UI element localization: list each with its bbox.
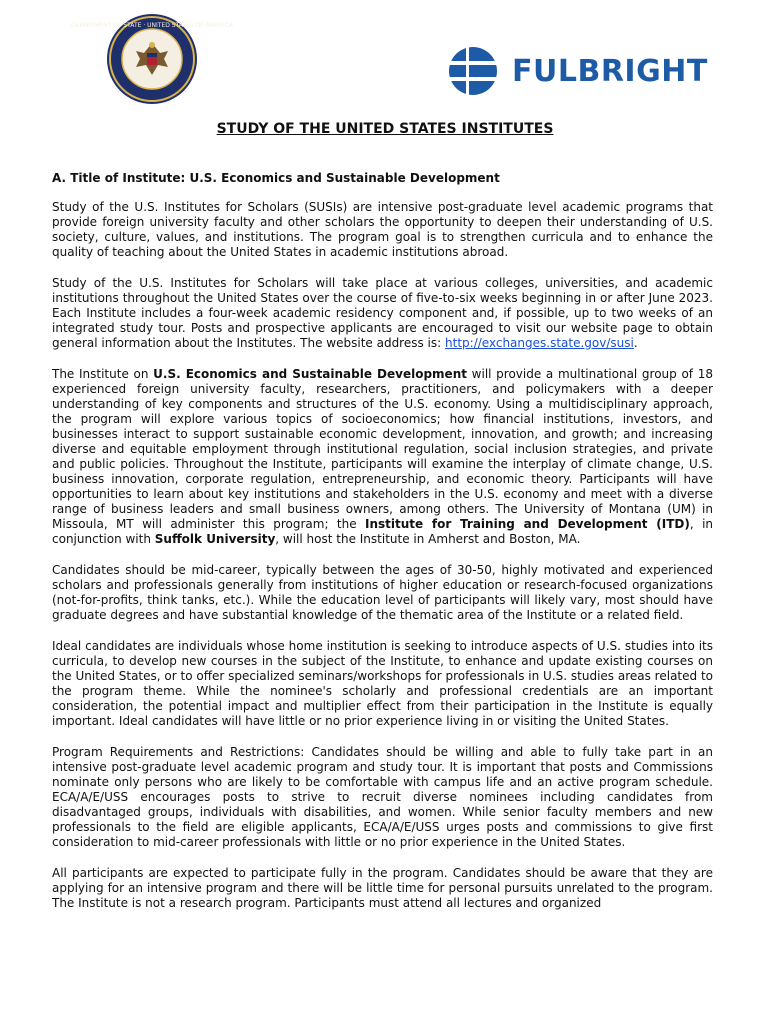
section-heading: A. Title of Institute: U.S. Economics and Sustainable Development [52,171,500,185]
seal-text-top: DEPARTMENT OF STATE · UNITED STATES OF AMERICA [71,22,233,29]
department-of-state-seal-icon [71,13,233,105]
susi-website-link[interactable]: http://exchanges.state.gov/susi [445,336,634,350]
paragraph-7: All participants are expected to participate fully in the program. Candidates should be aware that they are applying for an intensive program and there will be little time for personal pursuits unrelated to the program. The Institute is not a research program. Participants must attend all lectures and organized [52,866,713,910]
paragraph-2-text: Study of the U.S. Institutes for Scholars will take place at various colleges, universities, and academic institutions throughout the United States over the course of five-to-six weeks beginning in or after June 2023. Each Institute includes a four-week academic residency component and, if possible, up to two weeks of an integrated study tour. Posts and prospective applicants are encouraged to visit our website page to obtain general information about the Institutes. The website address is: [52,276,713,350]
page-title: STUDY OF THE UNITED STATES INSTITUTES [216,121,554,137]
fulbright-logo-text: FULBRIGHT [512,53,708,89]
institute-name: U.S. Economics and Sustainable Development [153,367,467,381]
paragraph-2-end: . [633,336,638,350]
paragraph-3-text-c: will provide a multinational group of 18 experienced foreign university faculty, researchers, practitioners, and policymakers with a deeper understanding of key components and structures of the U.S. economy. Using a multidisciplinary approach, the program will explore various topics of socioeconomics; how financial institutions, investors, and businesses interact to support sustainable economic development, innovation, and growth; and increasing diverse and equitable employment through institutional regulation, social inclusion strategies, and private and public policies. Throughout the Institute, participants will examine the interplay of climate change, U.S. business innovation, corporate regulation, entrepreneurship, and economic theory. Participants will have opportunities to learn about key institutions and stakeholders in the U.S. economy and meet with a diverse range of business leaders and small business owners, among others. The University of Montana (UM) in Missoula, MT will administer this program; the [52,367,713,531]
document-body [52,171,713,927]
paragraph-3 [52,367,713,547]
seal-graphic [71,13,233,105]
paragraph-3-text-g: , will host the Institute in Amherst and Boston, MA. [275,532,581,546]
paragraph-6: Program Requirements and Restrictions: Candidates should be willing and able to fully take part in an intensive post-graduate level academic program and study tour. It is important that posts and Commissions nominate only persons who are likely to be comfortable with campus life and an active program schedule. ECA/A/E/USS encourages posts to strive to recruit diverse nominees including candidates from disadvantaged groups, individuals with disabilities, and women. While senior faculty members and new professionals to the field are eligible applicants, ECA/A/E/USS urges posts and commissions to give first consideration to mid-career professionals with little or no prior experience in the United States. [52,745,713,849]
fulbright-globe-icon [448,46,498,96]
paragraph-3-text-e: , in conjunction with [52,517,714,546]
paragraph-4: Candidates should be mid-career, typically between the ages of 30-50, highly motivated and experienced scholars and professionals generally from institutions of higher education or research-focused organizations (not-for-profits, think tanks, etc.). While the education level of participants will likely vary, most should have graduate degrees and have substantial knowledge of the thematic area of the Institute or a related field. [52,563,713,622]
paragraph-5: Ideal candidates are individuals whose home institution is seeking to introduce aspects of U.S. studies into its curricula, to develop new courses in the subject of the Institute, to enhance and update existing courses on the United States, or to offer specialized seminars/workshops for professionals in U.S. studies areas related to the program theme. While the nominee's scholarly and professional credentials are an important consideration, the potential impact and multiplier effect from their participation in the Institute is equally important. Ideal candidates will have little or no prior experience living in or visiting the United States. [52,639,713,728]
paragraph-2 [52,276,713,351]
suffolk-name: Suffolk University [154,532,276,546]
fulbright-logo [448,44,708,98]
itd-name: Institute for Training and Development (ITD) [364,517,690,531]
paragraph-3-text-a: The Institute on [52,367,154,381]
paragraph-1: Study of the U.S. Institutes for Scholars (SUSIs) are intensive post-graduate level academic programs that provide foreign university faculty and other scholars the opportunity to deepen their understanding of U.S. society, culture, values, and institutions. The program goal is to strengthen curricula and to enhance the quality of teaching about the United States in academic institutions abroad. [52,200,713,259]
